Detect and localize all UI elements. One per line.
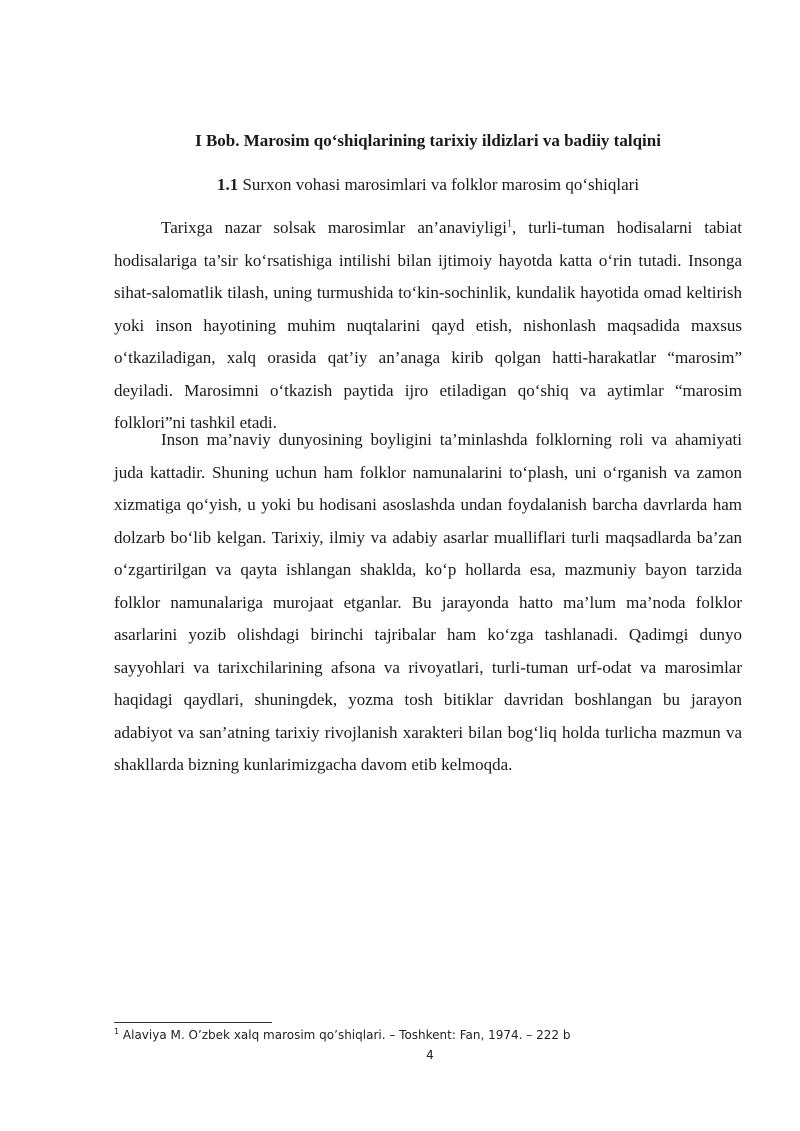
footnote-separator [114,1022,272,1023]
footnote-reference[interactable]: 1 [507,218,513,230]
section-title [100,175,756,195]
footnote-mark: 1 [114,1027,120,1036]
section-title-text: Surxon vohasi marosimlari va folklor marosim qo‘shiqlari [238,175,640,194]
footnote-text: Alaviya M. O’zbek xalq marosim qo’shiqlari. – Toshkent: Fan, 1974. – 222 b [119,1028,571,1042]
section-number: 1.1 [216,175,239,194]
paragraph-1 [114,212,742,440]
footnote [114,1028,754,1042]
paragraph-1-text-end: , turli-tuman hodisalarni tabiat hodisalariga ta’sir ko‘rsatishiga intilishi bilan ijtimoiy hayotda katta o‘rin tutadi. Insonga sihat-salomatlik tilash, uning turmushida to‘kin-sochinlik, kundalik hayotida omad keltirish yoki inson hayotining muhim nuqtalarini qayd etish, nishonlash maqsadida maxsus o‘tkaziladigan, xalq orasida qat’iy an’anaga kirib qolgan hatti-harakatlar “marosim” deyiladi. Marosimni o‘tkazish paytida ijro etiladigan qo‘shiq va aytimlar “marosim folklori”ni tashkil etadi. [114,218,742,432]
chapter-title: I Bob. Marosim qo‘shiqlarining tarixiy ildizlari va badiiy talqini [195,131,661,150]
paragraph-1-text-start: Tarixga nazar solsak marosimlar an’anaviyligi [161,218,508,237]
paragraph-2: Inson ma’naviy dunyosining boyligini ta’minlashda folklorning roli va ahamiyati juda kattadir. Shuning uchun ham folklor namunalarini to‘plash, uni o‘rganish va zamon xizmatiga qo‘yish, u yoki bu hodisani asoslashda undan foydalanish barcha davrlarda ham dolzarb bo‘lib kelgan. Tarixiy, ilmiy va adabiy asarlar mualliflari turli maqsadlarda ba’zan o‘zgartirilgan va qayta ishlangan shaklda, ko‘p hollarda esa, mazmuniy bayon tarzida folklor namunalariga murojaat etganlar. Bu jarayonda hatto ma’lum ma’noda folklor asarlarini yozib olishdagi birinchi tajribalar ham ko‘zga tashlanadi. Qadimgi dunyo sayyohlari va tarixchilarining afsona va rivoyatlari, turli-tuman urf-odat va marosimlar haqidagi qaydlari, shuningdek, yozma tosh bitiklar davridan boshlangan bu jarayon adabiyot va san’atning tarixiy rivojlanish xarakteri bilan bog‘liq holda turlicha mazmun va shakllarda bizning kunlarimizgacha davom etib kelmoqda. [114,430,742,774]
page-number: 4 [426,1048,434,1062]
